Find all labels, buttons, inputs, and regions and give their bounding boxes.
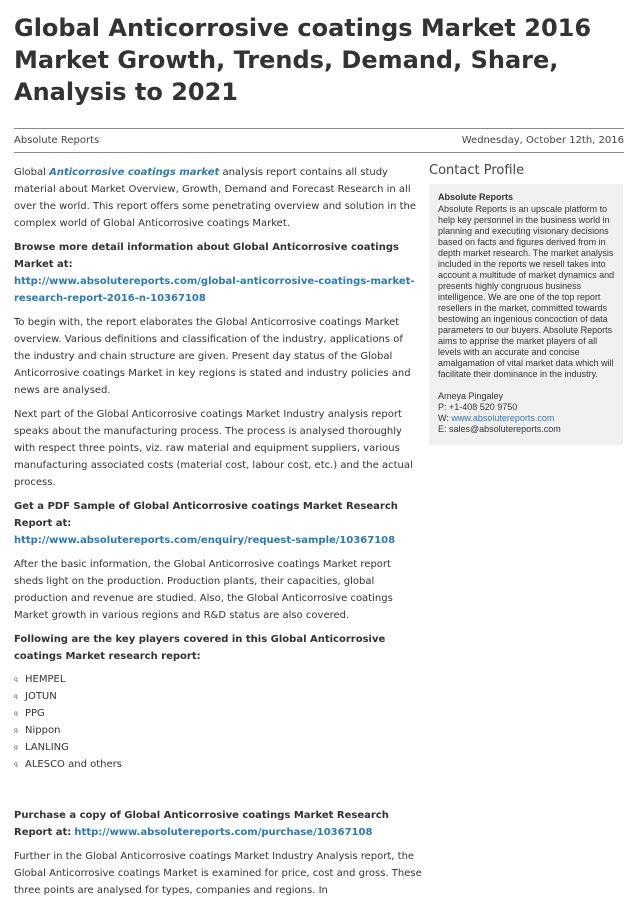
browse-label: Browse more detail information about Global Anticorrosive coatings Market at: bbox=[14, 242, 399, 270]
bullet-icon: q bbox=[14, 710, 18, 717]
section-spacer bbox=[14, 785, 422, 807]
paragraph-overview: To begin with, the report elaborates the Global Anticorrosive coatings Market overview. Various definitions and classification of the industry, applications of the industry and chain structure are given. Present day status of the Global Anticorrosive coatings Market in key regions is stated and industry policies and news are analysed. bbox=[14, 317, 411, 396]
list-item: q PPG bbox=[14, 705, 422, 722]
list-item: q ALESCO and others bbox=[14, 756, 422, 773]
list-item: q Nippon bbox=[14, 722, 422, 739]
company-description: Absolute Reports is an upscale platform to help key personnel in the business world in planning and executing visionary decisions based on facts and figures derived from in depth market research. The market analysis included in the reports we resell takes into account a multitude of market dynamics and presents highly congruous business intelligence. We are one of the top report resellers in the market, committed towards bestowing an ingenious concoction of data parameters to our buyers. Absolute Reports aims to apprise the market players of all levels with an accurate and concise amalgamation of vital market data which will facilitate their dominance in the industry. bbox=[438, 204, 615, 379]
purchase-label: Purchase a copy of Global Anticorrosive coatings Market Research Report at: bbox=[14, 810, 389, 838]
publisher-name: Absolute Reports bbox=[14, 135, 100, 146]
contact-name: Ameya Pingaley bbox=[438, 391, 504, 401]
sidebar-title: Contact Profile bbox=[429, 163, 525, 178]
page-title: Global Anticorrosive coatings Market 2016 Market Growth, Trends, Demand, Share, Analysis to 2021 bbox=[14, 14, 592, 106]
contact-web: W: www.absolutereports.com bbox=[438, 413, 555, 423]
bullet-icon: q bbox=[14, 727, 18, 734]
purchase-section bbox=[14, 807, 422, 841]
intro-paragraph bbox=[14, 164, 422, 232]
bullet-icon: q bbox=[14, 676, 18, 683]
sample-section bbox=[14, 498, 422, 549]
publish-date: Wednesday, October 12th, 2016 bbox=[461, 135, 624, 146]
bullet-icon: q bbox=[14, 761, 18, 768]
intro-text: analysis report contains all study material about Market Overview, Growth, Demand and Forecast Research in all over the world. This report offers some penetrating overview and solution in the complex world of Global Anticorrosive coatings Market. bbox=[14, 167, 417, 229]
website-link[interactable]: www.absolutereports.com bbox=[451, 413, 555, 423]
bullet-icon: q bbox=[14, 693, 18, 700]
browse-section bbox=[14, 239, 422, 307]
players-heading: Following are the key players covered in this Global Anticorrosive coatings Market research report: bbox=[14, 634, 386, 662]
list-item: q LANLING bbox=[14, 739, 422, 756]
header-divider-bottom bbox=[14, 152, 624, 153]
market-link[interactable]: Anticorrosive coatings market bbox=[49, 167, 220, 178]
bullet-icon: q bbox=[14, 744, 18, 751]
purchase-url-link[interactable]: http://www.absolutereports.com/purchase/10367108 bbox=[74, 827, 373, 838]
contact-profile-box bbox=[429, 184, 623, 445]
sample-url-link[interactable]: http://www.absolutereports.com/enquiry/request-sample/10367108 bbox=[14, 535, 396, 546]
paragraph-pricing: Further in the Global Anticorrosive coatings Market Industry Analysis report, the Global Anticorrosive coatings Market is examined for price, cost and gross. These three points are analysed for types, companies and regions. In bbox=[14, 851, 422, 896]
browse-url-link[interactable]: http://www.absolutereports.com/global-anticorrosive-coatings-market-research-report-2016-n-10367108 bbox=[14, 276, 415, 304]
paragraph-manufacturing: Next part of the Global Anticorrosive coatings Market Industry analysis report speaks about the manufacturing process. The process is analysed thoroughly with respect three points, viz. raw material and equipment suppliers, various manufacturing associated costs (material cost, labour cost, etc.) and the actual process. bbox=[14, 409, 413, 488]
company-name: Absolute Reports bbox=[438, 192, 514, 202]
header-divider-top bbox=[14, 128, 624, 129]
list-item: q JOTUN bbox=[14, 688, 422, 705]
sample-label: Get a PDF Sample of Global Anticorrosive coatings Market Research Report at: bbox=[14, 501, 398, 529]
contact-details bbox=[438, 391, 615, 435]
intro-prefix: Global bbox=[14, 167, 46, 178]
contact-sidebar bbox=[429, 162, 623, 445]
contact-email: E: sales@absolutereports.com bbox=[438, 424, 561, 434]
paragraph-production: After the basic information, the Global Anticorrosive coatings Market report sheds light on the production. Production plants, their capacities, global production and revenue are studied. Also, the Global Anticorrosive coatings Market growth in various regions and R&D status are also covered. bbox=[14, 559, 393, 621]
list-item: q HEMPEL bbox=[14, 671, 422, 688]
players-list bbox=[14, 671, 422, 773]
contact-phone: P: +1-408 520 9750 bbox=[438, 402, 518, 412]
article-body bbox=[14, 164, 422, 905]
